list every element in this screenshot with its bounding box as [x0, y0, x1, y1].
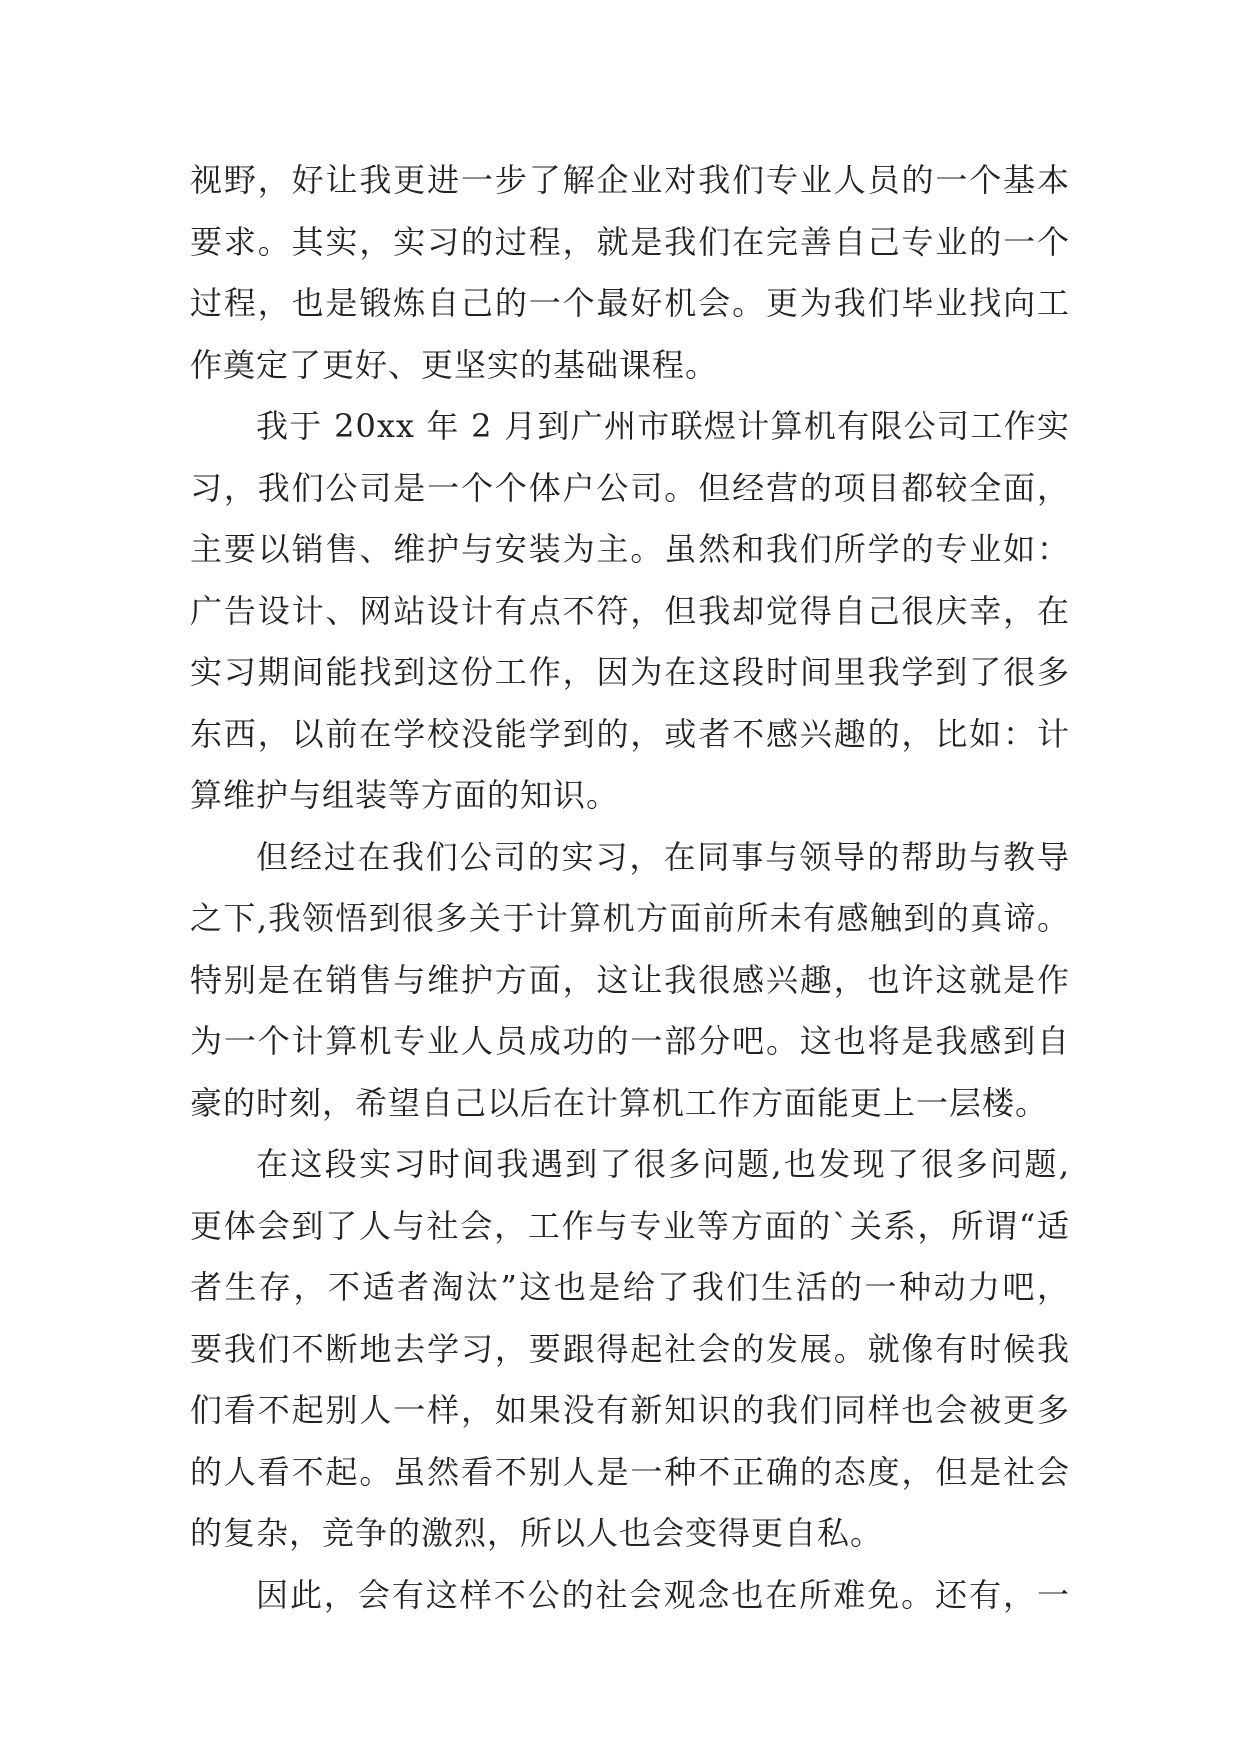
text-line: 广告设计、网站设计有点不符，但我却觉得自己很庆幸，在 — [190, 591, 1070, 630]
text-line: 更体会到了人与社会，工作与专业等方面的`关系，所谓“适 — [190, 1206, 1070, 1245]
text-line: 们看不起别人一样，如果没有新知识的我们同样也会被更多 — [190, 1391, 1070, 1429]
text-line: 的复杂，竞争的激烈，所以人也会变得更自私。 — [190, 1514, 884, 1552]
text-line: 要我们不断地去学习，要跟得起社会的发展。就像有时候我 — [190, 1329, 1070, 1368]
text-line: 主要以销售、维护与安装为主。虽然和我们所学的专业如： — [190, 530, 1070, 568]
document-body — [190, 150, 1070, 1626]
text-line: 为一个计算机专业人员成功的一部分吧。这也将是我感到自 — [190, 1022, 1070, 1060]
text-line: 东西，以前在学校没能学到的，或者不感兴趣的，比如：计 — [190, 714, 1070, 753]
text-line: 我于 20xx 年 2 月到广州市联煜计算机有限公司工作实 — [256, 407, 1070, 445]
paragraph-4 — [190, 1134, 1070, 1565]
text-line: 之下,我领悟到很多关于计算机方面前所未有感触到的真谛。 — [190, 899, 1070, 937]
text-line: 豪的时刻，希望自己以后在计算机工作方面能更上一层楼。 — [190, 1083, 1049, 1122]
text-line: 算维护与组装等方面的知识。 — [190, 776, 620, 814]
text-line: 的人看不起。虽然看不别人是一种不正确的态度，但是社会 — [190, 1452, 1070, 1491]
text-line: 者生存，不适者淘汰”这也是给了我们生活的一种动力吧， — [190, 1268, 1070, 1306]
text-line: 要求。其实，实习的过程，就是我们在完善自己专业的一个 — [190, 222, 1070, 261]
text-line: 视野，好让我更进一步了解企业对我们专业人员的一个基本 — [190, 161, 1070, 199]
text-line: 习，我们公司是一个个体户公司。但经营的项目都较全面， — [190, 468, 1070, 507]
paragraph-3 — [190, 827, 1070, 1135]
text-line: 因此，会有这样不公的社会观念也在所难免。还有，一 — [256, 1575, 1070, 1614]
text-line: 在这段实习时间我遇到了很多问题,也发现了很多问题, — [256, 1145, 1070, 1183]
text-line: 过程，也是锻炼自己的一个最好机会。更为我们毕业找向工 — [190, 284, 1070, 322]
paragraph-2 — [190, 396, 1070, 827]
text-line: 但经过在我们公司的实习，在同事与领导的帮助与教导 — [256, 837, 1070, 876]
text-line: 实习期间能找到这份工作，因为在这段时间里我学到了很多 — [190, 653, 1070, 691]
paragraph-1 — [190, 150, 1070, 396]
text-line: 作奠定了更好、更坚实的基础课程。 — [190, 345, 719, 384]
text-line: 特别是在销售与维护方面，这让我很感兴趣，也许这就是作 — [190, 960, 1070, 999]
paragraph-5 — [190, 1565, 1070, 1627]
